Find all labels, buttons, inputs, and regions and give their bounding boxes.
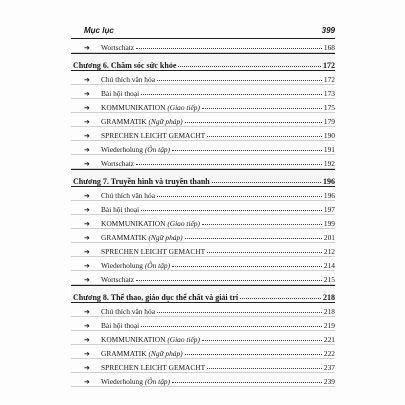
entry-label-text: Chương 7. Truyền hình và truyền thanh bbox=[73, 177, 210, 186]
entry-note: (Ôn tập) bbox=[144, 261, 171, 270]
arrow-bullet-icon: ➜ bbox=[84, 276, 90, 284]
entry-label bbox=[101, 321, 139, 330]
entry-label bbox=[101, 363, 205, 372]
entry-label-text: Chú thích văn hóa bbox=[101, 191, 155, 200]
toc-entry-row bbox=[71, 271, 335, 285]
entry-note: (Giao tiếp) bbox=[167, 335, 200, 344]
dot-leader bbox=[202, 340, 322, 341]
page-number: 175 bbox=[323, 103, 335, 112]
page-number: 218 bbox=[323, 307, 335, 316]
page-number: 197 bbox=[323, 205, 335, 214]
page-number: 219 bbox=[323, 321, 335, 330]
entry-label-text: Chương 6. Chăm sóc sức khỏe bbox=[73, 61, 177, 70]
arrow-bullet-icon: ➜ bbox=[84, 206, 90, 214]
arrow-bullet-icon: ➜ bbox=[84, 44, 90, 52]
entry-label-text: Chú thích văn hóa bbox=[101, 307, 155, 316]
toc-entry-row bbox=[71, 201, 335, 215]
page-number: 214 bbox=[323, 261, 335, 270]
entry-label-text: KOMMUNIKATION bbox=[101, 335, 166, 344]
entry-label bbox=[101, 261, 170, 270]
page-number: 212 bbox=[323, 247, 335, 256]
page-number: 221 bbox=[323, 335, 335, 344]
toc-entry-row bbox=[71, 113, 335, 127]
toc-entry-row bbox=[71, 85, 335, 99]
page-number: 172 bbox=[323, 75, 335, 84]
entry-label-text: Wiederholung bbox=[101, 145, 143, 154]
entry-label bbox=[101, 335, 200, 344]
entry-label-text: GRAMMATIK bbox=[101, 233, 147, 242]
dot-leader bbox=[136, 48, 322, 49]
arrow-bullet-icon: ➜ bbox=[84, 90, 90, 98]
dot-leader bbox=[157, 312, 322, 313]
dot-leader bbox=[157, 196, 322, 197]
entry-label-text: SPRECHEN LEICHT GEMACHT bbox=[101, 363, 206, 372]
page-number: 172 bbox=[323, 61, 335, 70]
entry-note: (Giao tiếp) bbox=[167, 103, 200, 112]
dot-leader bbox=[202, 108, 322, 109]
arrow-bullet-icon: ➜ bbox=[84, 132, 90, 140]
dot-leader bbox=[172, 266, 322, 267]
entry-label bbox=[101, 75, 155, 84]
toc-entry-row bbox=[71, 39, 335, 53]
toc-entry-row bbox=[71, 99, 335, 113]
toc-entry-row bbox=[71, 331, 335, 345]
toc-entry-row bbox=[71, 243, 335, 257]
entry-label-text: KOMMUNIKATION bbox=[101, 103, 166, 112]
toc-chapter-row bbox=[71, 53, 335, 71]
dot-leader bbox=[141, 326, 322, 327]
entry-label-text: SPRECHEN LEICHT GEMACHT bbox=[101, 247, 206, 256]
entry-label-text: Bài hội thoại bbox=[101, 321, 140, 330]
page-number: 218 bbox=[323, 293, 335, 302]
page-number: 237 bbox=[323, 363, 335, 372]
entry-label bbox=[101, 377, 170, 386]
arrow-bullet-icon: ➜ bbox=[84, 76, 90, 84]
running-head bbox=[84, 26, 335, 38]
entry-label-text: Wiederholung bbox=[101, 377, 143, 386]
entry-label-text: GRAMMATIK bbox=[101, 117, 147, 126]
toc-entry-row bbox=[71, 317, 335, 331]
entry-label bbox=[101, 43, 134, 52]
entry-note: (Ngữ pháp) bbox=[148, 117, 183, 126]
arrow-bullet-icon: ➜ bbox=[84, 192, 90, 200]
chapter-title bbox=[73, 177, 210, 186]
toc-entry-row bbox=[71, 215, 335, 229]
arrow-bullet-icon: ➜ bbox=[84, 308, 90, 316]
arrow-bullet-icon: ➜ bbox=[84, 104, 90, 112]
toc-entry-row bbox=[71, 155, 335, 169]
entry-label-text: Wiederholung bbox=[101, 261, 143, 270]
dot-leader bbox=[212, 182, 321, 183]
page-number: 196 bbox=[323, 177, 335, 186]
toc-entry-row bbox=[71, 229, 335, 243]
toc-entry-row bbox=[71, 359, 335, 373]
dot-leader bbox=[178, 66, 321, 67]
entry-label bbox=[101, 307, 155, 316]
dot-leader bbox=[157, 80, 322, 81]
entry-label bbox=[101, 89, 139, 98]
arrow-bullet-icon: ➜ bbox=[84, 336, 90, 344]
toc-entry-row bbox=[71, 127, 335, 141]
arrow-bullet-icon: ➜ bbox=[84, 262, 90, 270]
dot-leader bbox=[202, 224, 322, 225]
toc-entry-row bbox=[71, 303, 335, 317]
entry-label-text: KOMMUNIKATION bbox=[101, 219, 166, 228]
page-number: 179 bbox=[323, 117, 335, 126]
entry-label bbox=[101, 233, 183, 242]
arrow-bullet-icon: ➜ bbox=[84, 118, 90, 126]
dot-leader bbox=[207, 368, 322, 369]
entry-note: (Ngữ pháp) bbox=[148, 349, 183, 358]
arrow-bullet-icon: ➜ bbox=[84, 160, 90, 168]
running-head-title: Mục lục bbox=[84, 26, 114, 35]
dot-leader bbox=[136, 280, 322, 281]
dot-leader bbox=[185, 354, 322, 355]
toc-entry-row bbox=[71, 71, 335, 85]
entry-label bbox=[101, 145, 170, 154]
entry-note: (Ngữ pháp) bbox=[148, 233, 183, 242]
page-number: 215 bbox=[323, 275, 335, 284]
arrow-bullet-icon: ➜ bbox=[84, 350, 90, 358]
dot-leader bbox=[172, 382, 322, 383]
dot-leader bbox=[240, 298, 321, 299]
arrow-bullet-icon: ➜ bbox=[84, 234, 90, 242]
entry-label bbox=[101, 205, 139, 214]
chapter-title bbox=[73, 61, 176, 70]
arrow-bullet-icon: ➜ bbox=[84, 364, 90, 372]
page-number: 168 bbox=[323, 43, 335, 52]
arrow-bullet-icon: ➜ bbox=[84, 378, 90, 386]
arrow-bullet-icon: ➜ bbox=[84, 220, 90, 228]
entry-label-text: Wortschatz bbox=[101, 159, 135, 168]
dot-leader bbox=[207, 136, 322, 137]
page-number: 191 bbox=[323, 145, 335, 154]
running-head-page-number: 399 bbox=[321, 26, 335, 35]
entry-label-text: Wortschatz bbox=[101, 275, 135, 284]
entry-label-text: SPRECHEN LEICHT GEMACHT bbox=[101, 131, 206, 140]
entry-label-text: Wortschatz bbox=[101, 43, 135, 52]
page-number: 190 bbox=[323, 131, 335, 140]
entry-label bbox=[101, 275, 134, 284]
entry-note: (Ôn tập) bbox=[144, 377, 171, 386]
toc-entry-row bbox=[71, 257, 335, 271]
entry-label-text: Chương 8. Thể thao, giáo dục thể chất và giải trí bbox=[73, 293, 239, 302]
dot-leader bbox=[141, 210, 322, 211]
toc-entry-row bbox=[71, 345, 335, 359]
entry-label-text: GRAMMATIK bbox=[101, 349, 147, 358]
entry-label bbox=[101, 131, 205, 140]
arrow-bullet-icon: ➜ bbox=[84, 248, 90, 256]
entry-label-text: Bài hội thoại bbox=[101, 205, 140, 214]
dot-leader bbox=[141, 94, 322, 95]
entry-note: (Giao tiếp) bbox=[167, 219, 200, 228]
chapter-title bbox=[73, 293, 238, 302]
dot-leader bbox=[172, 150, 322, 151]
toc-chapter-row bbox=[71, 169, 335, 187]
entry-label bbox=[101, 219, 200, 228]
page-number: 196 bbox=[323, 191, 335, 200]
dot-leader bbox=[185, 238, 322, 239]
entry-label bbox=[101, 191, 155, 200]
toc-entry-row bbox=[71, 373, 335, 387]
page-number: 199 bbox=[323, 219, 335, 228]
entry-label bbox=[101, 103, 200, 112]
page-number: 173 bbox=[323, 89, 335, 98]
entry-note: (Ôn tập) bbox=[144, 145, 171, 154]
page-number: 192 bbox=[323, 159, 335, 168]
toc-entry-row bbox=[71, 187, 335, 201]
table-of-contents bbox=[71, 38, 335, 387]
dot-leader bbox=[185, 122, 322, 123]
dot-leader bbox=[207, 252, 322, 253]
entry-label-text: Chú thích văn hóa bbox=[101, 75, 155, 84]
page-number: 201 bbox=[323, 233, 335, 242]
toc-entry-row bbox=[71, 141, 335, 155]
page-number: 222 bbox=[323, 349, 335, 358]
arrow-bullet-icon: ➜ bbox=[84, 322, 90, 330]
entry-label bbox=[101, 247, 205, 256]
dot-leader bbox=[136, 164, 322, 165]
toc-chapter-row bbox=[71, 285, 335, 303]
entry-label bbox=[101, 117, 183, 126]
entry-label bbox=[101, 159, 134, 168]
entry-label-text: Bài hội thoại bbox=[101, 89, 140, 98]
page-number: 239 bbox=[323, 377, 335, 386]
entry-label bbox=[101, 349, 183, 358]
arrow-bullet-icon: ➜ bbox=[84, 146, 90, 154]
